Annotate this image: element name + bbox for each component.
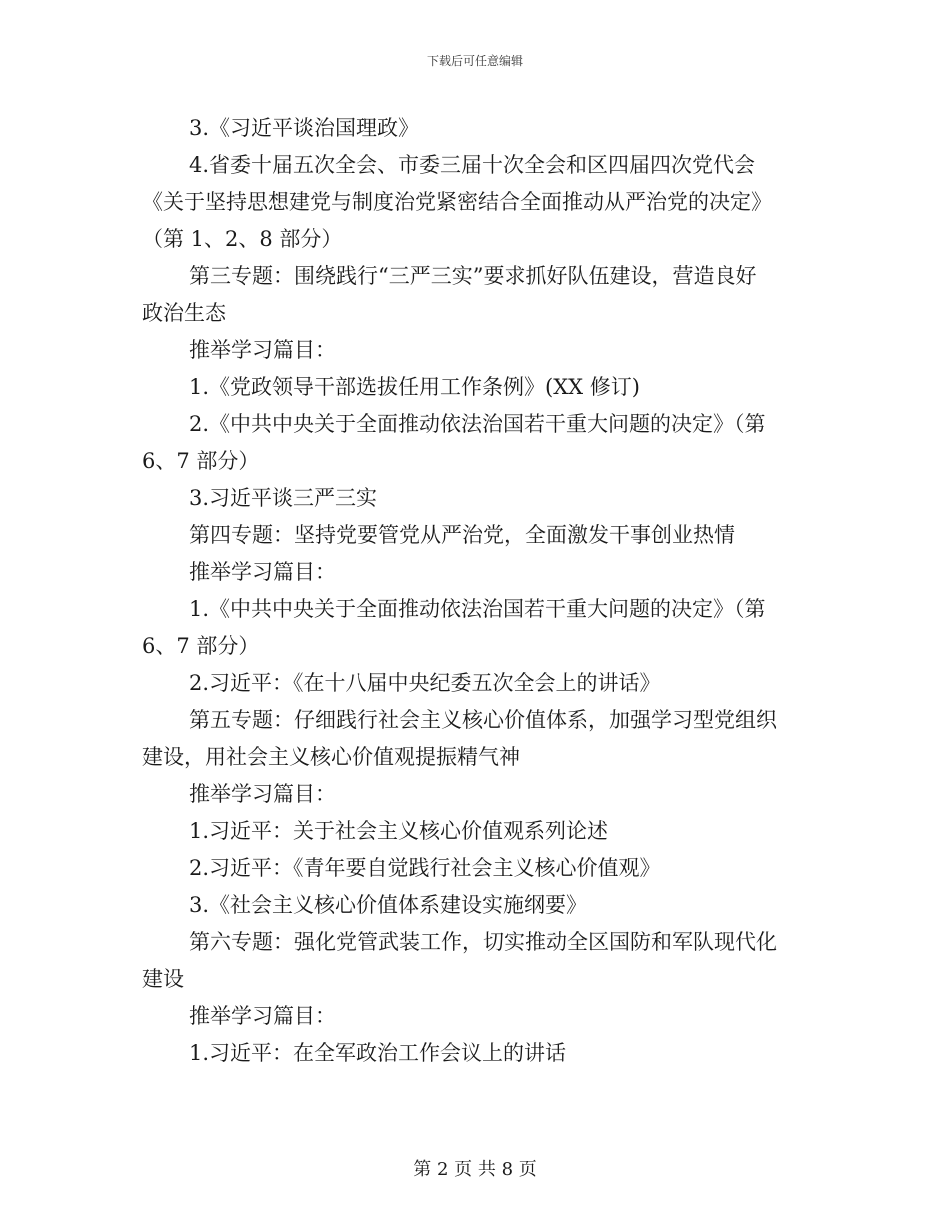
text-line: 3.习近平谈三严三实 bbox=[189, 486, 378, 510]
text-line: 2.《中共中央关于全面推动依法治国若干重大问题的决定》（第 bbox=[189, 412, 766, 436]
page-number-footer: 第 2 页 共 8 页 bbox=[413, 1159, 537, 1180]
text-line: 4.省委十届五次全会、市委三届十次全会和区四届四次党代会 bbox=[189, 153, 756, 177]
reading-list-label: 推举学习篇目： bbox=[189, 560, 336, 584]
reading-list-label: 推举学习篇目： bbox=[189, 782, 336, 806]
text-line: 2.习近平：《在十八届中央纪委五次全会上的讲话》 bbox=[189, 671, 661, 695]
reading-list-label: 推举学习篇目： bbox=[189, 338, 336, 362]
text-line: 《关于坚持思想建党与制度治党紧密结合全面推动从严治党的决定》 bbox=[142, 190, 772, 214]
text-line: 3.《习近平谈治国理政》 bbox=[189, 116, 420, 140]
text-line: 1.习近平：在全军政治工作会议上的讲话 bbox=[189, 1041, 567, 1065]
section-heading-cont: 政治生态 bbox=[142, 301, 226, 325]
text-line: 1.《中共中央关于全面推动依法治国若干重大问题的决定》（第 bbox=[189, 597, 766, 621]
text-line: 6、7 部分） bbox=[142, 449, 260, 473]
text-line: 3.《社会主义核心价值体系建设实施纲要》 bbox=[189, 893, 588, 917]
section-heading: 第六专题：强化党管武装工作，切实推动全区国防和军队现代化 bbox=[189, 930, 777, 954]
text-line: （第 1、2、8 部分） bbox=[142, 227, 343, 251]
page-header-note: 下载后可任意编辑 bbox=[426, 54, 523, 68]
text-line: 1.习近平：关于社会主义核心价值观系列论述 bbox=[189, 819, 609, 843]
section-heading-cont: 建设 bbox=[142, 967, 184, 991]
section-heading-cont: 建设，用社会主义核心价值观提振精气神 bbox=[142, 745, 520, 769]
section-heading: 第三专题：围绕践行“三严三实”要求抓好队伍建设，营造良好 bbox=[189, 264, 757, 288]
document-body bbox=[142, 110, 802, 1072]
section-heading: 第四专题：坚持党要管党从严治党，全面激发干事创业热情 bbox=[189, 523, 735, 547]
reading-list-label: 推举学习篇目： bbox=[189, 1004, 336, 1028]
section-heading: 第五专题：仔细践行社会主义核心价值体系，加强学习型党组织 bbox=[189, 708, 777, 732]
text-line: 6、7 部分） bbox=[142, 634, 260, 658]
text-line: 1.《党政领导干部选拔任用工作条例》(XX 修订) bbox=[189, 375, 640, 399]
text-line: 2.习近平：《青年要自觉践行社会主义核心价值观》 bbox=[189, 856, 661, 880]
